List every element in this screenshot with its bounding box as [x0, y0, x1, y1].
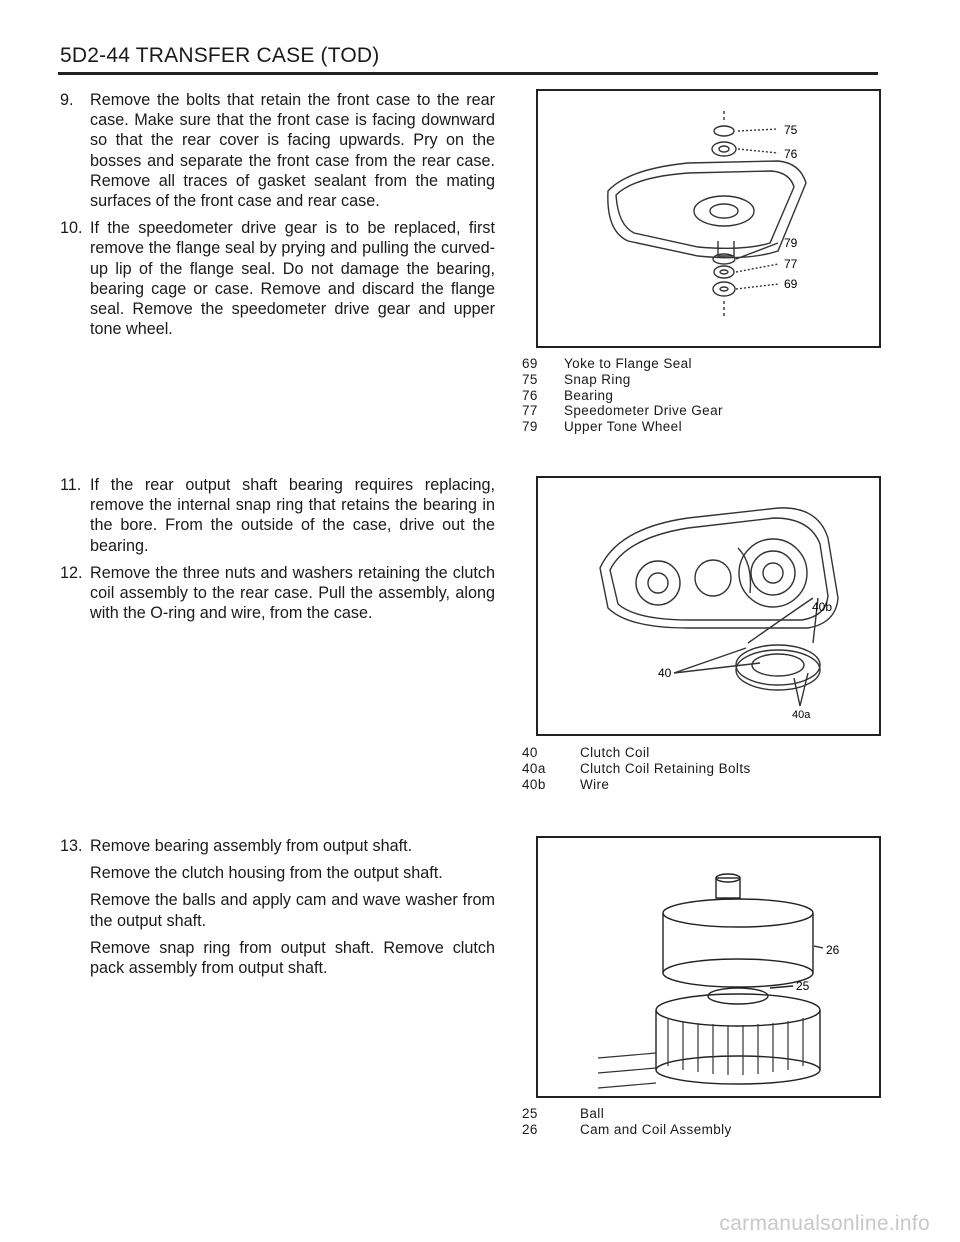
- legend-label: Upper Tone Wheel: [564, 419, 682, 435]
- front-case-illustration: [538, 91, 879, 346]
- legend-row: [522, 403, 723, 419]
- section-2-text: [60, 475, 495, 630]
- page-header: 5D2-44 TRANSFER CASE (TOD): [60, 44, 380, 67]
- legend-key: 76: [522, 387, 538, 403]
- callout-40b: 40b: [812, 600, 833, 614]
- step-text: If the speedometer drive gear is to be replaced, first remove the flange seal by prying and pulling the curved-up lip of the flange seal. Do not damage the bearing, bearing cage or case. Remove and discard the flange seal. Remove the speedometer drive gear and upper tone wheel.: [90, 219, 495, 339]
- step-text: Remove bearing assembly from output shaft.: [90, 837, 413, 855]
- callout-79: 79: [784, 236, 798, 250]
- legend-key: 25: [522, 1106, 538, 1121]
- substep: Remove the balls and apply cam and wave washer from the output shaft.: [90, 891, 495, 930]
- callout-75: 75: [784, 123, 798, 137]
- legend-key: 79: [522, 419, 538, 435]
- legend-row: [522, 761, 751, 777]
- legend-key: 40a: [522, 760, 546, 776]
- step-number: 12.: [60, 563, 83, 582]
- callout-76: 76: [784, 147, 798, 161]
- legend-row: [522, 1122, 732, 1138]
- step-13: [60, 836, 495, 856]
- step-number: 9.: [60, 91, 74, 109]
- legend-key: 40: [522, 745, 538, 760]
- legend-key: 40b: [522, 776, 546, 792]
- legend-row: [522, 745, 751, 761]
- legend-key: 69: [522, 356, 538, 371]
- step-10: [60, 218, 495, 339]
- substep: Remove snap ring from output shaft. Remove clutch pack assembly from output shaft.: [90, 938, 495, 978]
- step-number: 10.: [60, 219, 83, 238]
- clutch-coil-illustration: [538, 478, 879, 734]
- legend-label: Cam and Coil Assembly: [580, 1121, 732, 1137]
- legend-row: [522, 419, 723, 435]
- legend-label: Yoke to Flange Seal: [564, 356, 692, 371]
- callout-40a: 40a: [792, 709, 811, 721]
- legend-label: Bearing: [564, 387, 614, 403]
- legend-2: [522, 745, 751, 792]
- legend-1: [522, 356, 723, 435]
- figure-front-case: [536, 89, 881, 348]
- step-text: Remove the bolts that retain the front case to the rear case. Make sure that the front case is facing downward so that the rear cover is facing upwards. Pry on the bosses and separate the front case from the rear case. Remove all traces of gasket sealant from the mating surfaces of the front case and rear case.: [90, 91, 495, 211]
- step-text: Remove the three nuts and washers retaining the clutch coil assembly to the rear case. Pull the assembly, along with the O-ring and wire, from the case.: [90, 563, 495, 623]
- legend-key: 77: [522, 403, 538, 419]
- section-3-text: [60, 836, 495, 985]
- section-1-text: [60, 90, 495, 346]
- legend-label: Snap Ring: [564, 371, 631, 387]
- legend-label: Wire: [580, 776, 610, 792]
- figure-cam-coil: [536, 836, 881, 1098]
- legend-3: [522, 1106, 732, 1138]
- legend-label: Ball: [580, 1106, 605, 1121]
- callout-40: 40: [658, 666, 672, 680]
- legend-row: [522, 372, 723, 388]
- legend-key: 75: [522, 371, 538, 387]
- watermark: carmanualsonline.info: [719, 1212, 930, 1235]
- header-rule: [58, 72, 878, 75]
- legend-row: [522, 356, 723, 372]
- step-number: 13.: [60, 837, 83, 855]
- callout-69: 69: [784, 277, 798, 291]
- figure-clutch-coil: [536, 476, 881, 736]
- callout-77: 77: [784, 257, 798, 271]
- cam-coil-illustration: [538, 838, 879, 1096]
- legend-label: Clutch Coil: [580, 745, 650, 760]
- step-11: [60, 475, 495, 556]
- step-text: If the rear output shaft bearing requires replacing, remove the internal snap ring that retains the bearing in the bore. From the outside of the case, drive out the bearing.: [90, 476, 495, 555]
- substep: Remove the clutch housing from the output shaft.: [90, 864, 443, 883]
- step-number: 11.: [60, 476, 82, 494]
- legend-row: [522, 777, 751, 793]
- step-9: [60, 90, 495, 211]
- step-12: [60, 563, 495, 624]
- legend-key: 26: [522, 1121, 538, 1137]
- legend-label: Clutch Coil Retaining Bolts: [580, 760, 751, 776]
- legend-label: Speedometer Drive Gear: [564, 403, 723, 419]
- callout-25: 25: [796, 979, 810, 993]
- legend-row: [522, 1106, 732, 1122]
- callout-26: 26: [826, 943, 840, 957]
- legend-row: [522, 388, 723, 404]
